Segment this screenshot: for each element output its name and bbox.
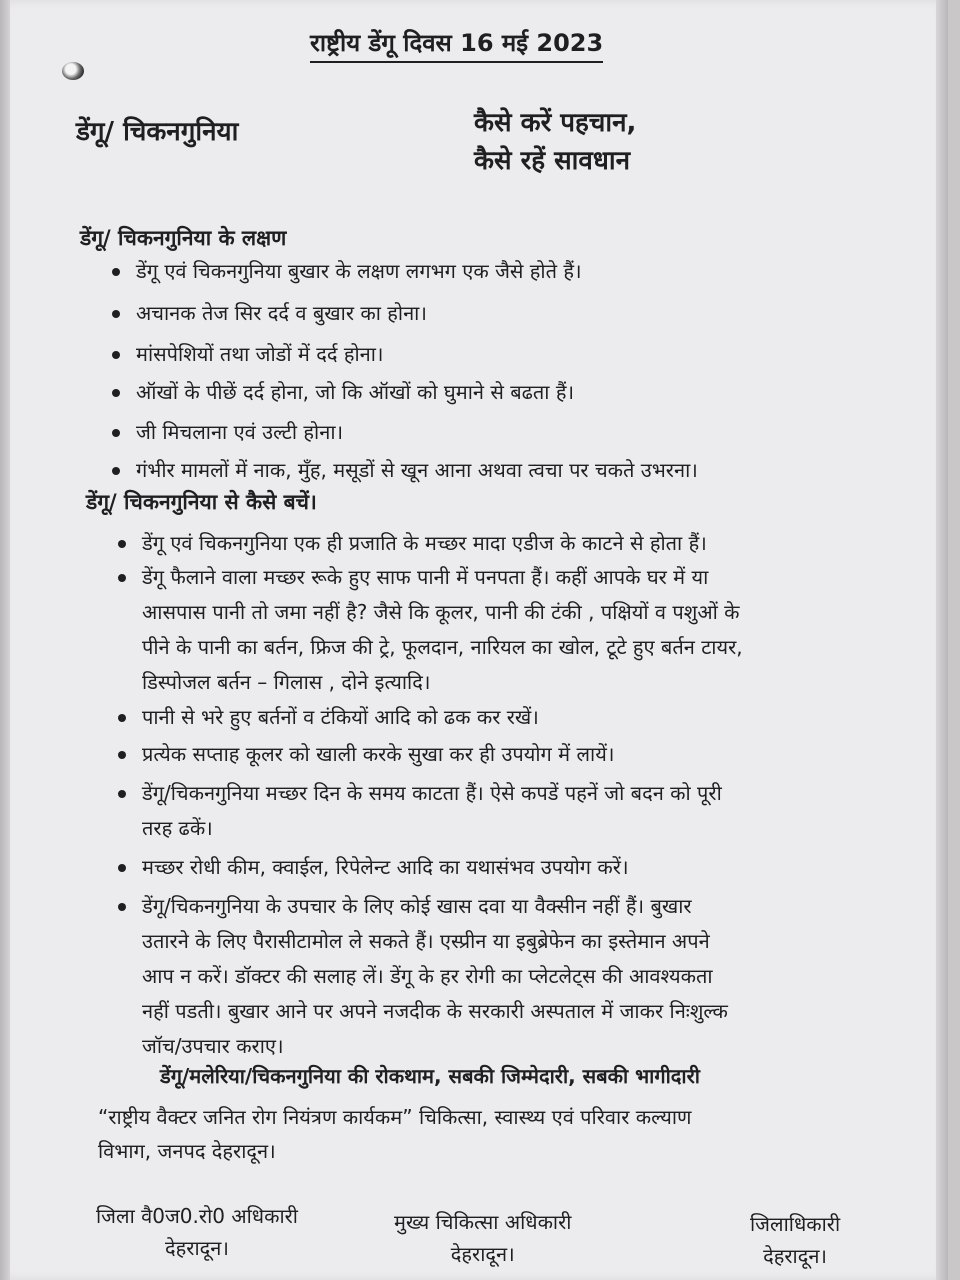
signature-district-magistrate xyxy=(750,1208,840,1272)
prevention-text: डिस्पोजल बर्तन – गिलास , दोने इत्यादि। xyxy=(142,670,431,694)
prevention-item xyxy=(142,776,722,846)
symptom-item xyxy=(136,296,427,331)
bullet-dot xyxy=(118,751,126,759)
heading-right xyxy=(474,104,636,180)
prevention-item xyxy=(142,889,728,1064)
ink-blot-mark xyxy=(62,62,84,80)
symptom-text: जी मिचलाना एवं उल्टी होना। xyxy=(136,420,344,444)
bullet-dot xyxy=(118,714,126,722)
bullet-dot xyxy=(118,790,126,798)
prevention-item xyxy=(142,526,707,561)
symptoms-heading: डेंगू/ चिकनगुनिया के लक्षण xyxy=(80,226,287,250)
bullet-dot xyxy=(112,467,120,475)
page-title: राष्ट्रीय डेंगू दिवस 16 मई 2023 xyxy=(310,26,603,63)
signature-title: जिला वै0ज0.रो0 अधिकारी xyxy=(96,1204,298,1228)
signature-district-officer xyxy=(96,1200,298,1264)
signature-chief-medical-officer xyxy=(394,1206,571,1270)
symptom-item xyxy=(136,254,582,289)
footer-note xyxy=(98,1100,691,1168)
prevention-text: पीने के पानी का बर्तन, फ्रिज की ट्रे, फूलदान, नारियल का खोल, टूटे हुए बर्तन टायर, xyxy=(142,635,743,659)
bullet-dot xyxy=(118,864,126,872)
heading-right-line: कैसे रहें सावधान xyxy=(474,146,631,176)
slogan: डेंगू/मलेरिया/चिकनगुनिया की रोकथाम, सबकी जिम्मेदारी, सबकी भागीदारी xyxy=(160,1064,700,1088)
prevention-text: मच्छर रोधी कीम, क्वाईल, रिपेलेन्ट आदि का यथासंभव उपयोग करें। xyxy=(142,855,629,879)
symptom-text: डेंगू एवं चिकनगुनिया बुखार के लक्षण लगभग एक जैसे होते हैं। xyxy=(136,259,582,283)
bullet-dot xyxy=(112,310,120,318)
prevention-heading: डेंगू/ चिकनगुनिया से कैसे बचें। xyxy=(86,490,317,514)
prevention-item xyxy=(142,737,614,772)
prevention-text: उतारने के लिए पैरासीटामोल ले सकते हैं। एस्प्रीन या इबुब्रेफेन का इस्तेमान अपने xyxy=(142,929,710,953)
symptom-item xyxy=(136,453,698,488)
bullet-dot xyxy=(112,389,120,397)
signature-place: देहरादून। xyxy=(763,1244,828,1268)
prevention-text: नहीं पडती। बुखार आने पर अपने नजदीक के सरकारी अस्पताल में जाकर निःशुल्क xyxy=(142,999,728,1023)
prevention-text: डेंगू/चिकनगुनिया मच्छर दिन के समय काटता हैं। ऐसे कपडें पहनें जो बदन को पूरी xyxy=(142,781,722,805)
document-page xyxy=(10,0,948,1280)
heading-left: डेंगू/ चिकनगुनिया xyxy=(76,117,239,147)
prevention-text: आसपास पानी तो जमा नहीं है? जैसे कि कूलर, पानी की टंकी , पक्षियों व पशुओं के xyxy=(142,600,740,624)
signature-place: देहरादून। xyxy=(165,1236,229,1260)
symptom-text: ऑखों के पीछें दर्द होना, जो कि ऑखों को घुमाने से बढता हैं। xyxy=(136,380,575,404)
prevention-item xyxy=(142,560,743,700)
bullet-dot xyxy=(112,429,120,437)
bullet-dot xyxy=(118,574,126,582)
prevention-text: जॉच/उपचार कराए। xyxy=(142,1034,284,1058)
prevention-item xyxy=(142,700,539,735)
prevention-text: प्रत्येक सप्ताह कूलर को खाली करके सुखा कर ही उपयोग में लायें। xyxy=(142,742,615,766)
footer-note-line: विभाग, जनपद देहरादून। xyxy=(98,1139,276,1163)
bullet-dot xyxy=(112,268,120,276)
bullet-dot xyxy=(118,540,126,548)
prevention-text: पानी से भरे हुए बर्तनों व टंकियों आदि को ढक कर रखें। xyxy=(142,705,539,729)
prevention-text: डेंगू/चिकनगुनिया के उपचार के लिए कोई खास दवा या वैक्सीन नहीं हैं। बुखार xyxy=(142,894,692,918)
signature-title: जिलाधिकारी xyxy=(750,1212,841,1236)
prevention-item xyxy=(142,850,629,885)
symptom-text: अचानक तेज सिर दर्द व बुखार का होना। xyxy=(136,301,427,325)
heading-right-line: कैसे करें पहचान, xyxy=(474,108,637,138)
signature-title: मुख्य चिकित्सा अधिकारी xyxy=(394,1210,572,1234)
bullet-dot xyxy=(112,351,120,359)
symptom-item xyxy=(136,337,384,372)
symptom-item xyxy=(136,415,343,450)
symptom-text: मांसपेशियों तथा जोडों में दर्द होना। xyxy=(136,342,384,366)
paper-shadow-right xyxy=(936,0,948,1280)
prevention-text: डेंगू एवं चिकनगुनिया एक ही प्रजाति के मच्छर मादा एडीज के काटने से होता हैं। xyxy=(142,531,707,555)
paper-shadow-left xyxy=(0,0,10,1280)
prevention-text: तरह ढकें। xyxy=(142,816,213,840)
prevention-text: डेंगू फैलाने वाला मच्छर रूके हुए साफ पानी में पनपता हैं। कहीं आपके घर में या xyxy=(142,565,709,589)
prevention-text: आप न करें। डॉक्टर की सलाह लें। डेंगू के हर रोगी का प्लेटलेट्स की आवश्यकता xyxy=(142,964,713,988)
bullet-dot xyxy=(118,903,126,911)
symptom-text: गंभीर मामलों में नाक, मुँह, मसूडों से खून आना अथवा त्वचा पर चकते उभरना। xyxy=(136,458,698,482)
signature-place: देहरादून। xyxy=(450,1242,515,1266)
footer-note-line: “राष्ट्रीय वैक्टर जनित रोग नियंत्रण कार्यकम” चिकित्सा, स्वास्थ्य एवं परिवार कल्याण xyxy=(98,1105,692,1129)
symptom-item xyxy=(136,375,574,410)
